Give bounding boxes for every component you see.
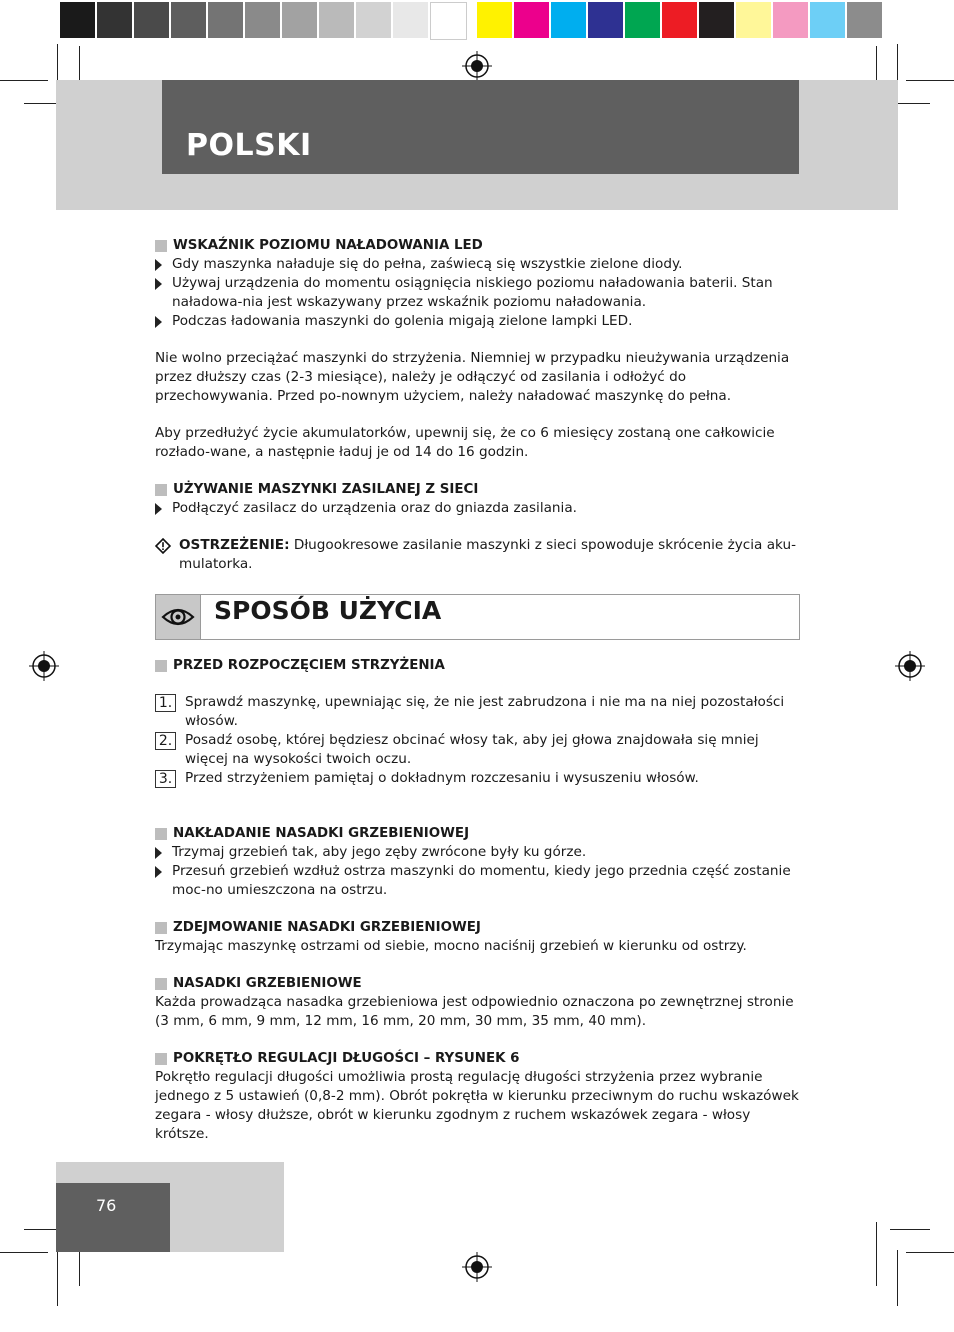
crop-mark <box>0 80 48 81</box>
registration-mark-icon <box>462 1252 492 1282</box>
color-swatch <box>97 2 132 38</box>
color-swatch <box>551 2 586 38</box>
warning-diamond-icon <box>155 538 171 554</box>
square-bullet-icon <box>155 1053 167 1065</box>
list-item: Trzymaj grzebień tak, aby jego zęby zwrócone były ku górze. <box>155 843 800 862</box>
triangle-bullet-icon <box>155 316 162 328</box>
color-swatch <box>477 2 512 38</box>
color-swatch <box>588 2 623 38</box>
color-swatch <box>625 2 660 38</box>
square-bullet-icon <box>155 660 167 672</box>
color-swatch <box>773 2 808 38</box>
color-swatch <box>393 2 428 38</box>
section-heading-dial: POKRĘTŁO REGULACJI DŁUGOŚCI – RYSUNEK 6 <box>155 1049 800 1068</box>
crop-mark <box>890 1229 930 1230</box>
paragraph: Trzymając maszynkę ostrzami od siebie, mocno naciśnij grzebień w kierunku od ostrzy. <box>155 938 747 954</box>
color-swatch <box>208 2 243 38</box>
crop-mark <box>897 44 898 84</box>
color-swatch <box>356 2 391 38</box>
numbered-step: 1. Sprawdź maszynkę, upewniając się, że nie jest zabrudzona i nie ma na niej pozostałości włosów. <box>155 693 800 731</box>
registration-mark-icon <box>895 651 925 681</box>
page-title: POLSKI <box>186 128 312 163</box>
warning-text: Długookresowe zasilanie maszynki z sieci spowoduje skrócenie życia aku-mulatorka. <box>179 537 796 572</box>
crop-mark <box>57 1250 58 1306</box>
section-heading-attach: NAKŁADANIE NASADKI GRZEBIENIOWEJ <box>155 824 800 843</box>
language-title-box <box>162 80 799 174</box>
registration-mark-icon <box>462 51 492 81</box>
color-swatch <box>430 2 467 40</box>
section-heading-before: PRZED ROZPOCZĘCIEM STRZYŻENIA <box>155 656 800 675</box>
triangle-bullet-icon <box>155 259 162 271</box>
square-bullet-icon <box>155 978 167 990</box>
page-number: 76 <box>96 1196 117 1215</box>
section-heading-remove: ZDEJMOWANIE NASADKI GRZEBIENIOWEJ <box>155 918 800 937</box>
paragraph: Pokrętło regulacji długości umożliwia prostą regulację długości strzyżenia przez wybranie jednego z 5 ustawień (0,8-2 mm). Obrót pokrętła w kierunku przeciwnym do ruchu wskazówek zegara - włosy dłuższe, obrót w kierunku zgodnym z ruchem wskazówek zegara - włosy krótsze. <box>155 1069 799 1142</box>
list-item: Przesuń grzebień wzdłuż ostrza maszynki do momentu, kiedy jego przednia część zostanie moc-no umieszczona na ostrzu. <box>155 862 800 900</box>
color-swatch <box>60 2 95 38</box>
crop-mark <box>0 1252 48 1253</box>
list-item: Używaj urządzenia do momentu osiągnięcia niskiego poziomu naładowania baterii. Stan naładowa-nia jest wskazywany przez wskaźnik poziomu naładowania. <box>155 274 800 312</box>
step-number: 2. <box>155 732 176 750</box>
square-bullet-icon <box>155 828 167 840</box>
triangle-bullet-icon <box>155 847 162 859</box>
color-swatch <box>847 2 882 38</box>
color-swatch <box>699 2 734 38</box>
square-bullet-icon <box>155 922 167 934</box>
crop-mark <box>876 1222 877 1286</box>
color-swatch <box>245 2 280 38</box>
color-swatch <box>282 2 317 38</box>
crop-mark <box>57 44 58 84</box>
color-swatch <box>319 2 354 38</box>
square-bullet-icon <box>155 240 167 252</box>
color-swatch <box>514 2 549 38</box>
usage-section-banner <box>155 594 800 640</box>
crop-mark <box>897 1250 898 1306</box>
step-number: 3. <box>155 770 176 788</box>
step-number: 1. <box>155 694 176 712</box>
triangle-bullet-icon <box>155 278 162 290</box>
color-swatch <box>171 2 206 38</box>
crop-mark <box>906 1252 954 1253</box>
color-swatch <box>662 2 697 38</box>
section-heading-led: WSKAŹNIK POZIOMU NAŁADOWANIA LED <box>155 236 800 255</box>
section-heading-combs: NASADKI GRZEBIENIOWE <box>155 974 800 993</box>
paragraph: Każda prowadząca nasadka grzebieniowa jest odpowiednio oznaczona po zewnętrznej stronie (3 mm, 6 mm, 9 mm, 12 mm, 16 mm, 20 mm, 30 mm, 35 mm, 40 mm). <box>155 994 794 1029</box>
warning-label: OSTRZEŻENIE: <box>179 537 290 553</box>
paragraph: Aby przedłużyć życie akumulatorków, upewnij się, że co 6 miesięcy zostaną one całkowicie rozłado-wane, a następnie ładuj je od 14 do 16 godzin. <box>155 425 775 460</box>
paragraph: Nie wolno przeciążać maszynki do strzyżenia. Niemniej w przypadku nieużywania urządzenia przez dłuższy czas (2-3 miesiące), należy je odłączyć od zasilania i odłożyć do przechowywania. Przed po-nownym użyciem, należy naładować maszynkę do pełna. <box>155 350 790 404</box>
color-swatch <box>810 2 845 38</box>
list-item: Podłączyć zasilacz do urządzenia oraz do gniazda zasilania. <box>155 499 800 518</box>
crop-mark <box>906 80 954 81</box>
numbered-step: 2. Posadź osobę, której będziesz obcinać włosy tak, aby jej głowa znajdowała się mniej więcej na wysokości twoich oczu. <box>155 731 800 769</box>
registration-mark-icon <box>29 651 59 681</box>
eye-icon-cell <box>156 595 201 639</box>
color-swatch <box>736 2 771 38</box>
square-bullet-icon <box>155 484 167 496</box>
eye-icon <box>156 595 200 639</box>
warning-note <box>155 536 800 574</box>
main-content <box>155 236 800 1144</box>
color-swatch <box>134 2 169 38</box>
triangle-bullet-icon <box>155 503 162 515</box>
page-number-box <box>56 1183 170 1252</box>
triangle-bullet-icon <box>155 866 162 878</box>
section-heading-mains: UŻYWANIE MASZYNKI ZASILANEJ Z SIECI <box>155 480 800 499</box>
usage-section-title: SPOSÓB UŻYCIA <box>214 596 442 625</box>
list-item: Podczas ładowania maszynki do golenia migają zielone lampki LED. <box>155 312 800 331</box>
list-item: Gdy maszynka naładuje się do pełna, zaświecą się wszystkie zielone diody. <box>155 255 800 274</box>
numbered-step: 3. Przed strzyżeniem pamiętaj o dokładnym rozczesaniu i wysuszeniu włosów. <box>155 769 800 788</box>
